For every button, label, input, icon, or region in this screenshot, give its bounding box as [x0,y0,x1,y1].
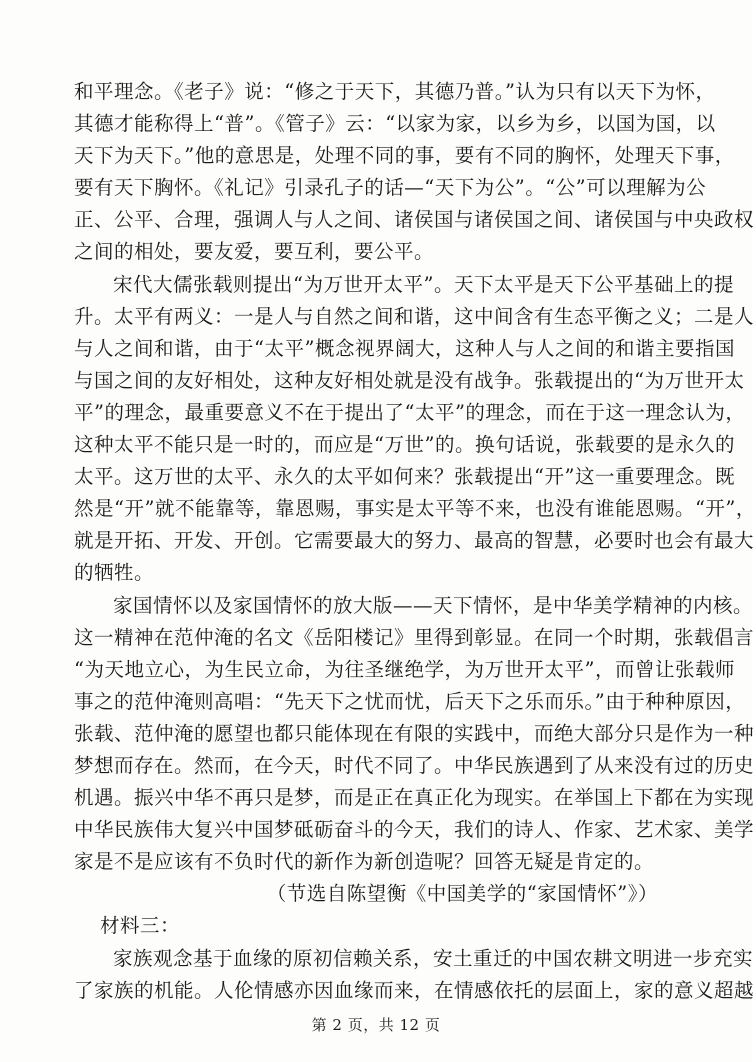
text-line: 宋代大儒张载则提出“为万世开太平”。天下太平是天下公平基础上的提 [113,272,734,296]
page-footer: 第 2 页，共 12 页 [311,1016,441,1034]
text-line: 家族观念基于血缘的原初信赖关系，安土重迁的中国农耕文明进一步充实 [113,946,754,970]
text-line: 家是不是应该有不负时代的新作为新创造呢？回答无疑是肯定的。 [74,850,655,874]
text-line: 家国情怀以及家国情怀的放大版——天下情怀，是中华美学精神的内核。 [113,593,754,617]
text-line: 的牺牲。 [74,561,155,585]
text-line: 就是开拓、开发、开创。它需要最大的努力、最高的智慧，必要时也会有最大 [74,529,755,553]
text-line: 梦想而存在。然而，在今天，时代不同了。中华民族遇到了从来没有过的历史 [74,753,755,777]
text-line: 正、公平、合理，强调人与人之间、诸侯国与诸侯国之间、诸侯国与中央政权 [74,208,755,232]
text-line: 这一精神在范仲淹的名文《岳阳楼记》里得到彰显。在同一个时期，张载倡言 [74,625,755,649]
document-body [74,76,756,1007]
text-line: 然是“开”就不能靠等，靠恩赐，事实是太平等不来，也没有谁能恩赐。“开”， [74,497,756,521]
paragraph-1 [74,76,755,269]
text-line: 天下为天下。”他的意思是，处理不同的事，要有不同的胸怀，处理天下事， [74,144,735,168]
text-line: 与国之间的友好相处，这种友好相处就是没有战争。张载提出的“为万世开太 [74,368,745,392]
paragraph-2 [74,269,756,590]
text-line: 其德才能称得上“普”。《管子》云：“以家为家，以乡为乡，以国为国，以 [74,112,716,136]
section-heading: 材料三： [100,914,181,938]
paragraph-4 [74,943,755,1007]
text-line: 升。太平有两义：一是人与自然之间和谐，这中间含有生态平衡之义；二是人 [74,304,755,328]
text-line: 事之的范仲淹则高唱：“先天下之忧而忧，后天下之乐而乐。”由于种种原因， [74,689,746,713]
text-line: 与人之间和谐，由于“太平”概念视界阔大，这种人与人之间的和谐主要指国 [74,336,735,360]
text-line: 这种太平不能只是一时的，而应是“万世”的。换句话说，张载要的是永久的 [74,433,735,457]
text-line: “为天地立心，为生民立命，为往圣继绝学，为万世开太平”，而曾让张载师 [74,657,735,681]
source-attribution: （节选自陈望衡《中国美学的“家国情怀”》） [266,882,658,906]
text-line: 太平。这万世的太平、永久的太平如何来？张载提出“开”这一重要理念。既 [74,465,735,489]
text-line: 中华民族伟大复兴中国梦砥砺奋斗的今天，我们的诗人、作家、艺术家、美学 [74,818,755,842]
text-line: 要有天下胸怀。《礼记》引录孔子的话—“天下为公”。“公”可以理解为公 [74,176,707,200]
paragraph-3 [74,590,755,879]
text-line: 和平理念。《老子》说：“修之于天下，其德乃普。”认为只有以天下为怀， [74,80,716,103]
text-line: 张载、范仲淹的愿望也都只能体现在有限的实践中，而绝大部分只是作为一种 [74,721,755,745]
text-line: 机遇。振兴中华不再只是梦，而是正在真正化为现实。在举国上下都在为实现 [74,786,755,810]
text-line: 之间的相处，要友爱，要互利，要公平。 [74,240,435,264]
text-line: 了家族的机能。人伦情感亦因血缘而来，在情感依托的层面上，家的意义超越 [74,978,755,1002]
text-line: 平”的理念，最重要意义不在于提出了“太平”的理念，而在于这一理念认为， [74,400,746,424]
